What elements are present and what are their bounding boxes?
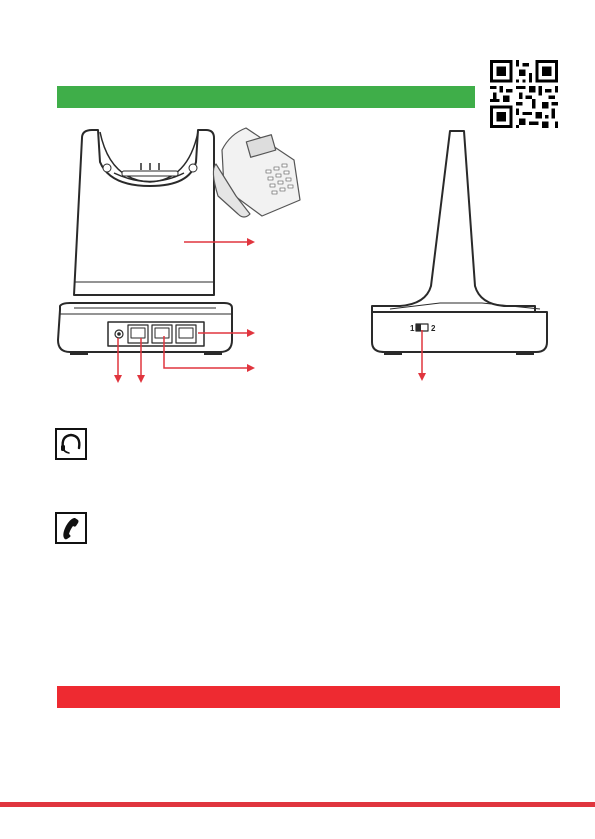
phone-handset-icon (55, 512, 87, 544)
desk-phone-illustration (213, 128, 300, 217)
footer-rule (0, 802, 595, 807)
headset-icon (55, 428, 87, 460)
base-station-illustration (0, 0, 595, 400)
switch-label-2: 2 (431, 324, 436, 333)
base-station-side-view (372, 131, 547, 355)
switch-label-1: 1 (410, 324, 415, 333)
section-header-bar-red (57, 686, 560, 708)
